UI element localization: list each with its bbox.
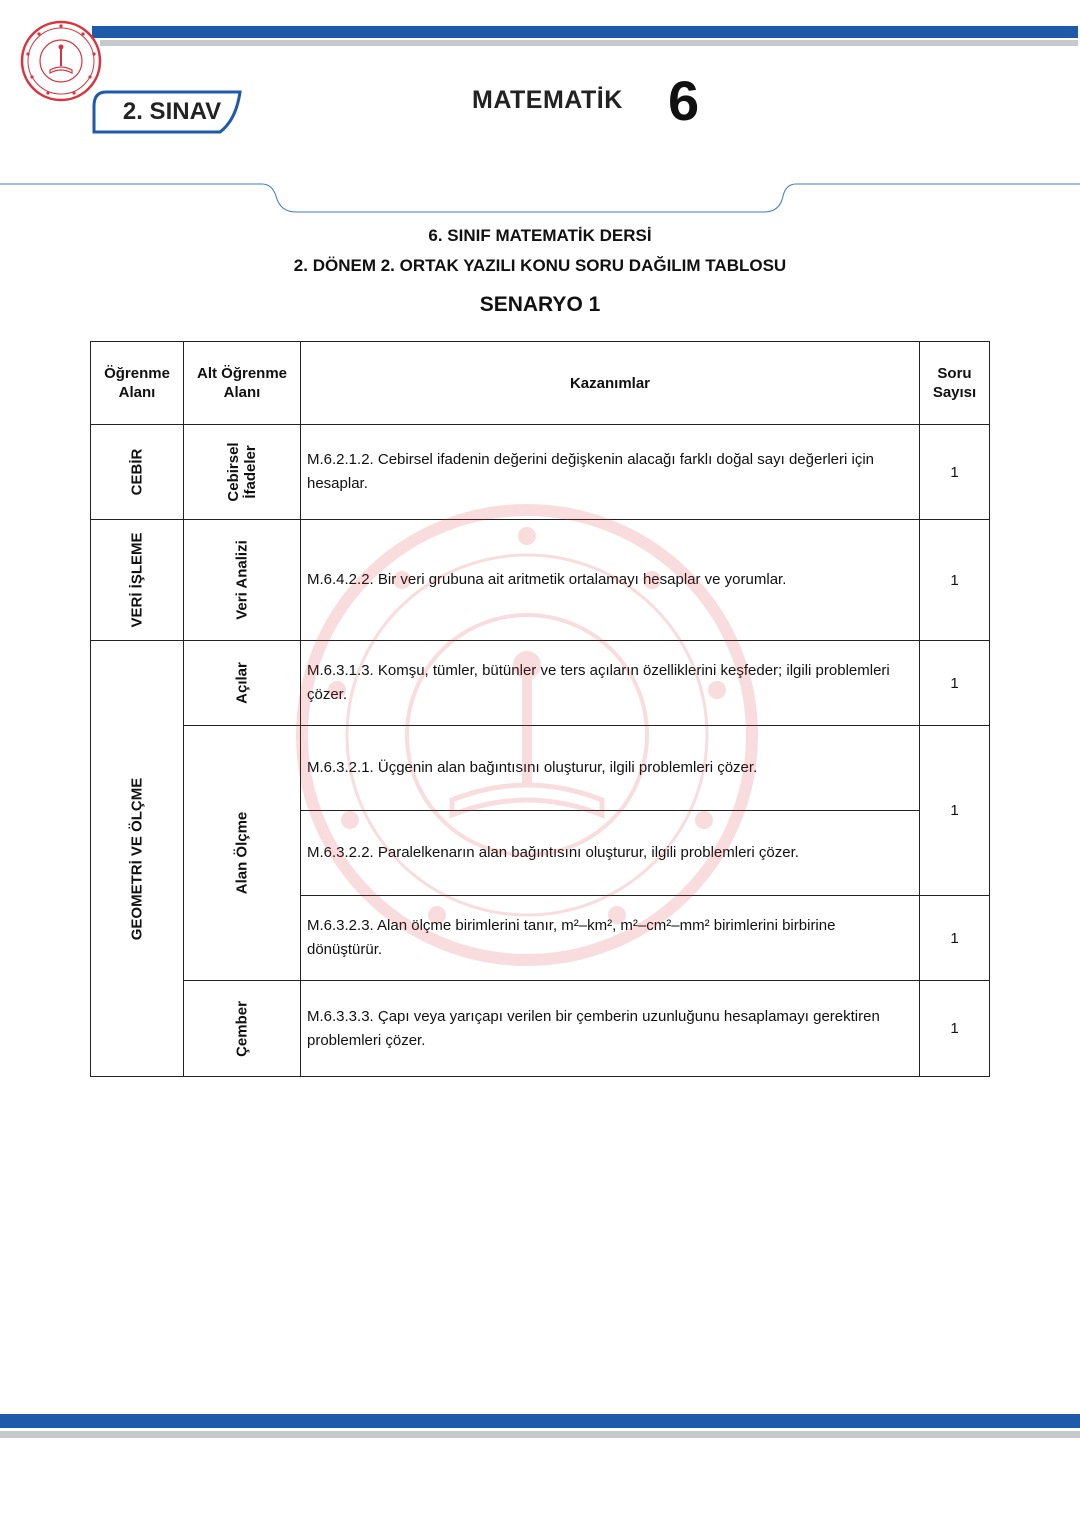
count-cell: 1 — [920, 896, 990, 981]
header-learning-area: Öğrenme Alanı — [91, 342, 184, 425]
scenario-title: SENARYO 1 — [479, 293, 601, 316]
header-sub-learning-area: Alt Öğrenme Alanı — [184, 342, 301, 425]
outcome-cell: M.6.3.2.1. Üçgenin alan bağıntısını oluşturur, ilgili problemleri çözer. — [301, 726, 920, 811]
meb-seal-icon — [20, 20, 102, 102]
subarea-cell — [184, 425, 301, 520]
doc-subtitle: 2. DÖNEM 2. ORTAK YAZILI KONU SORU DAĞILIM TABLOSU — [293, 256, 787, 275]
area-label: GEOMETRİ VE ÖLÇME — [128, 777, 146, 940]
header-gray-bar — [100, 40, 1078, 46]
outcome-cell: M.6.3.2.2. Paralelkenarın alan bağıntısını oluşturur, ilgili problemleri çözer. — [301, 811, 920, 896]
count-cell: 1 — [920, 981, 990, 1077]
outcome-cell: M.6.3.1.3. Komşu, tümler, bütünler ve ters açıların özelliklerini keşfeder; ilgili problemleri çözer. — [301, 641, 920, 726]
subarea-cell — [184, 981, 301, 1077]
subarea-cell — [184, 641, 301, 726]
subarea-cell — [184, 520, 301, 641]
count-cell: 1 — [920, 641, 990, 726]
subarea-cell — [184, 726, 301, 981]
grade-number: 6 — [668, 69, 700, 132]
watermark-seal-icon — [292, 500, 762, 970]
doc-title: 6. SINIF MATEMATİK DERSİ — [428, 226, 652, 245]
subarea-label: Cebirsel İfadeler — [225, 442, 259, 502]
subarea-label: Alan Ölçme — [233, 811, 251, 895]
table-header-row — [91, 342, 990, 425]
area-cell — [91, 520, 184, 641]
header-divider — [0, 176, 1080, 216]
footer-gray-bar — [0, 1431, 1080, 1438]
count-cell: 1 — [920, 520, 990, 641]
subarea-label: Veri Analizi — [233, 540, 251, 620]
count-cell: 1 — [920, 726, 990, 896]
exam-label: 2. SINAV — [122, 98, 222, 125]
table-row — [91, 981, 990, 1077]
header-question-count: Soru Sayısı — [920, 342, 990, 425]
outcome-cell: M.6.3.2.3. Alan ölçme birimlerini tanır, m²–km², m²–cm²–mm² birimlerini birbirine dönüştürür. — [301, 896, 920, 981]
area-label: CEBİR — [128, 448, 146, 496]
outcome-cell: M.6.3.3.3. Çapı veya yarıçapı verilen bir çemberin uzunluğunu hesaplamayı gerektiren problemleri çözer. — [301, 981, 920, 1077]
area-cell — [91, 641, 184, 1077]
outcome-cell: M.6.4.2.2. Bir veri grubuna ait aritmetik ortalamayı hesaplar ve yorumlar. — [301, 520, 920, 641]
header-outcomes: Kazanımlar — [301, 342, 920, 425]
area-label: VERİ İŞLEME — [128, 532, 146, 628]
footer-blue-bar — [0, 1414, 1080, 1428]
header-blue-bar — [92, 26, 1078, 38]
subarea-label: Açılar — [233, 662, 251, 704]
subject-title: MATEMATİK — [472, 86, 623, 114]
count-cell: 1 — [920, 425, 990, 520]
outcome-cell: M.6.2.1.2. Cebirsel ifadenin değerini değişkenin alacağı farklı doğal sayı değerleri için hesaplar. — [301, 425, 920, 520]
subarea-label: Çember — [233, 1000, 251, 1057]
area-cell — [91, 425, 184, 520]
